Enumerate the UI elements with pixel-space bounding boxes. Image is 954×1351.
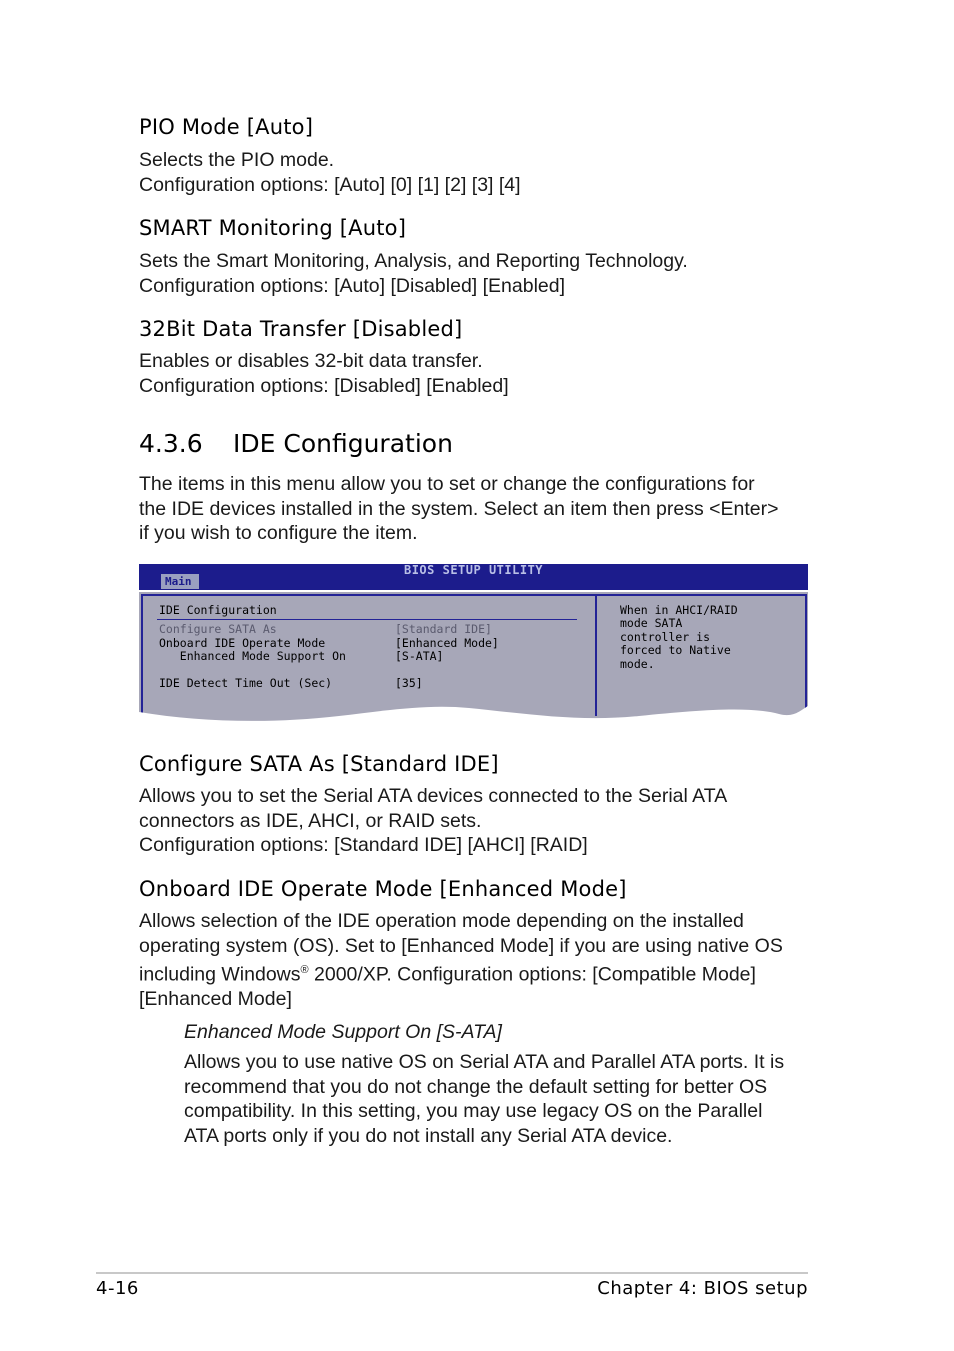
bios-item-label[interactable]: Onboard IDE Operate Mode [159,636,326,650]
bios-help-line: forced to Native [620,643,731,657]
onboard-ide-heading: Onboard IDE Operate Mode [Enhanced Mode] [139,877,627,901]
bios-help-line: When in AHCI/RAID [620,603,738,617]
configure-sata-line: Allows you to set the Serial ATA devices connected to the Serial ATA [139,785,728,807]
bios-item-label[interactable]: IDE Detect Time Out (Sec) [159,676,333,690]
smart-monitoring-line: Configuration options: [Auto] [Disabled] [Enabled] [139,274,566,297]
configure-sata-line: Configuration options: [Standard IDE] [AHCI] [RAID] [139,834,588,856]
chapter-label: Chapter 4: BIOS setup [597,1278,808,1299]
section-number: 4.3.6 [139,429,203,458]
bios-help-line: controller is [620,630,711,644]
intro-line: The items in this menu allow you to set or change the configurations for [139,473,755,495]
pio-mode-line: Selects the PIO mode. [139,149,335,171]
intro-paragraph [139,472,779,546]
32bit-transfer-line: Configuration options: [Disabled] [Enabled] [139,374,509,397]
intro-line: if you wish to configure the item. [139,522,418,544]
onboard-ide-line: [Enhanced Mode] [139,988,292,1010]
bios-separator [157,619,577,620]
onboard-ide-line: Allows selection of the IDE operation mode depending on the installed [139,910,744,932]
bios-torn-edge [139,702,808,736]
configure-sata-line: connectors as IDE, AHCI, or RAID sets. [139,809,482,832]
32bit-transfer-line: Enables or disables 32-bit data transfer. [139,350,483,372]
onboard-ide-text [139,909,783,1012]
pio-mode-text [139,148,521,197]
bios-item-value[interactable]: [Standard IDE] [395,622,492,636]
enhanced-support-line: ATA ports only if you do not install any Serial ATA device. [184,1124,673,1147]
enhanced-support-line: compatibility. In this setting, you may use legacy OS on the Parallel [184,1100,763,1122]
enhanced-support-heading: Enhanced Mode Support On [S-ATA] [184,1021,502,1043]
section-title [139,429,453,458]
bios-help-line: mode. [620,657,655,671]
bios-panel-title: IDE Configuration [159,603,277,617]
bios-item-value[interactable]: [Enhanced Mode] [395,636,499,650]
enhanced-support-text [184,1050,784,1148]
configure-sata-text [139,784,727,858]
onboard-ide-line3-a: including Windows [139,963,301,986]
bios-item-value[interactable]: [35] [395,676,423,690]
smart-monitoring-text [139,249,688,298]
footer-rule [96,1272,808,1274]
enhanced-support-line: Allows you to use native OS on Serial ATA and Parallel ATA ports. It is [184,1051,785,1073]
bios-item-label[interactable]: Enhanced Mode Support On [159,649,346,663]
configure-sata-heading: Configure SATA As [Standard IDE] [139,752,499,776]
intro-line: the IDE devices installed in the system. Select an item then press <Enter> [139,497,779,520]
section-title-text: IDE Configuration [233,429,453,458]
onboard-ide-line [139,958,783,987]
32bit-transfer-text [139,349,509,398]
onboard-ide-line: operating system (OS). Set to [Enhanced Mode] if you are using native OS [139,934,783,957]
bios-tab-main[interactable]: Main [161,574,199,589]
enhanced-support-line: recommend that you do not change the default setting for better OS [184,1075,768,1098]
bios-help-line: mode SATA [620,616,683,630]
registered-mark: ® [300,964,309,976]
smart-monitoring-line: Sets the Smart Monitoring, Analysis, and Reporting Technology. [139,250,688,272]
onboard-ide-line3-b: 2000/XP. Configuration options: [Compatible Mode] [308,963,756,986]
smart-monitoring-heading: SMART Monitoring [Auto] [139,216,407,240]
bios-screenshot [139,564,808,736]
bios-title: BIOS SETUP UTILITY [403,563,544,577]
bios-item-value[interactable]: [S-ATA] [395,649,444,663]
bios-title-bar [139,564,808,590]
pio-mode-heading: PIO Mode [Auto] [139,115,314,139]
32bit-transfer-heading: 32Bit Data Transfer [Disabled] [139,317,463,341]
page-number: 4-16 [96,1278,139,1299]
bios-item-label[interactable]: Configure SATA As [159,622,277,636]
pio-mode-line: Configuration options: [Auto] [0] [1] [2] [3] [4] [139,173,521,196]
